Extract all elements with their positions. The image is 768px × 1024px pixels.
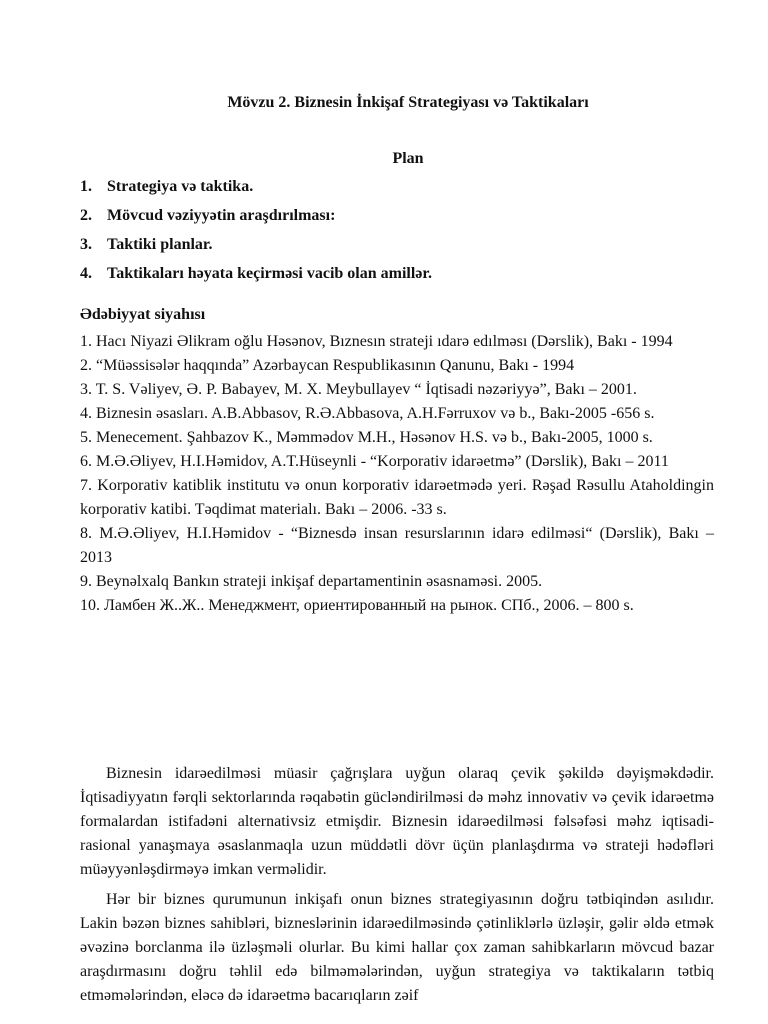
bibliography-entry: 6. M.Ə.Əliyev, H.I.Həmidov, A.T.Hüseynli - “Korporativ idarəetmə” (Dərslik), Bakı – 2011 — [80, 453, 669, 470]
bibliography-entry: 9. Beynəlxalq Bankın strateji inkişaf departamentinin əsasnaməsi. 2005. — [80, 573, 543, 590]
bibliography-entry: 4. Biznesin əsasları. A.B.Abbasov, R.Ə.Abbasova, A.H.Fərruxov və b., Bakı-2005 -656 s. — [80, 405, 655, 422]
bibliography-list — [80, 330, 714, 618]
plan-item-number: 3. — [80, 236, 92, 253]
bibliography-entry: 7. Korporativ katiblik institutu və onun korporativ idarəetmədə yeri. Rəşad Rəsullu Ataholdingin korporativ katibi. Təqdimat materialı. Bakı – 2006. -33 s. — [80, 477, 714, 518]
plan-item — [80, 235, 720, 264]
plan-item — [80, 206, 720, 235]
plan-item — [80, 177, 720, 206]
bibliography-entry: 8. M.Ə.Əliyev, H.I.Həmidov - “Biznesdə insan resurslarının idarə edilməsi“ (Dərslik), Bakı – 2013 — [80, 525, 714, 566]
bibliography-entry: 5. Menecement. Şahbazov K., Məmmədov M.H., Həsənov H.S. və b., Bakı-2005, 1000 s. — [80, 429, 653, 446]
plan-item-number: 4. — [80, 265, 92, 282]
document-title: Mövzu 2. Biznesin İnkişaf Strategiyası və Taktikaları — [227, 94, 589, 111]
plan-heading: Plan — [392, 150, 424, 167]
bibliography-entry: 3. T. S. Vəliyev, Ə. P. Babayev, M. X. Meybullayev “ İqtisadi nəzəriyyə”, Bakı – 2001. — [80, 381, 637, 398]
body-paragraph: Hər bir biznes qurumunun inkişafı onun biznes strategiyasının doğru tətbiqindən asılıdır. Lakin bəzən biznes sahibləri, bizneslərinin idarəedilməsində çətinliklərlə üzləşir, gəlir əldə etmək əvəzinə borclanma ilə üzləşməli olurlar. Bu kimi hallar çox zaman sahibkarların mövcud bazar araşdırmasını doğru təhlil edə bilməmələrindən, uyğun strategiya və taktikaların tətbiq etməmələrindən, eləcə də idarəetmə bacarıqların zəif — [80, 891, 714, 1004]
plan-item-number: 2. — [80, 207, 92, 224]
plan-item-text: Strategiya və taktika. — [107, 178, 254, 195]
bibliography-heading: Ədəbiyyat siyahısı — [80, 306, 206, 323]
plan-item — [80, 264, 720, 293]
body-text — [80, 762, 714, 1014]
bibliography-entry: 1. Hacı Niyazi Əlikram oğlu Həsənov, Bıznesın strateji ıdarə edılməsı (Dərslik), Bakı - 1994 — [80, 333, 673, 350]
plan-item-text: Taktikaları həyata keçirməsi vacib olan amillər. — [107, 265, 433, 282]
plan-list — [80, 177, 720, 293]
plan-item-text: Mövcud vəziyyətin araşdırılması: — [107, 207, 336, 224]
bibliography-entry: 2. “Müəssisələr haqqında” Azərbaycan Respublikasının Qanunu, Bakı - 1994 — [80, 357, 575, 374]
bibliography-entry: 10. Ламбен Ж..Ж.. Менеджмент, ориентированный на рынок. СПб., 2006. – 800 s. — [80, 597, 634, 614]
plan-item-text: Taktiki planlar. — [107, 236, 213, 253]
body-paragraph: Biznesin idarəedilməsi müasir çağrışlara uyğun olaraq çevik şəkildə dəyişməkdədir. İqtisadiyyatın fərqli sektorlarında rəqabətin gücləndirilməsi də məhz innovativ və çevik idarəetmə formalardan istifadəni alternativsiz etmişdir. Biznesin idarəedilməsi fəlsəfəsi məhz iqtisadi-rasional yanaşmaya əsaslanmaqla uzun müddətli dövr üçün planlaşdırma və strateji hədəfləri müəyyənləşdirməyə imkan verməlidir. — [80, 765, 714, 878]
plan-item-number: 1. — [80, 178, 92, 195]
